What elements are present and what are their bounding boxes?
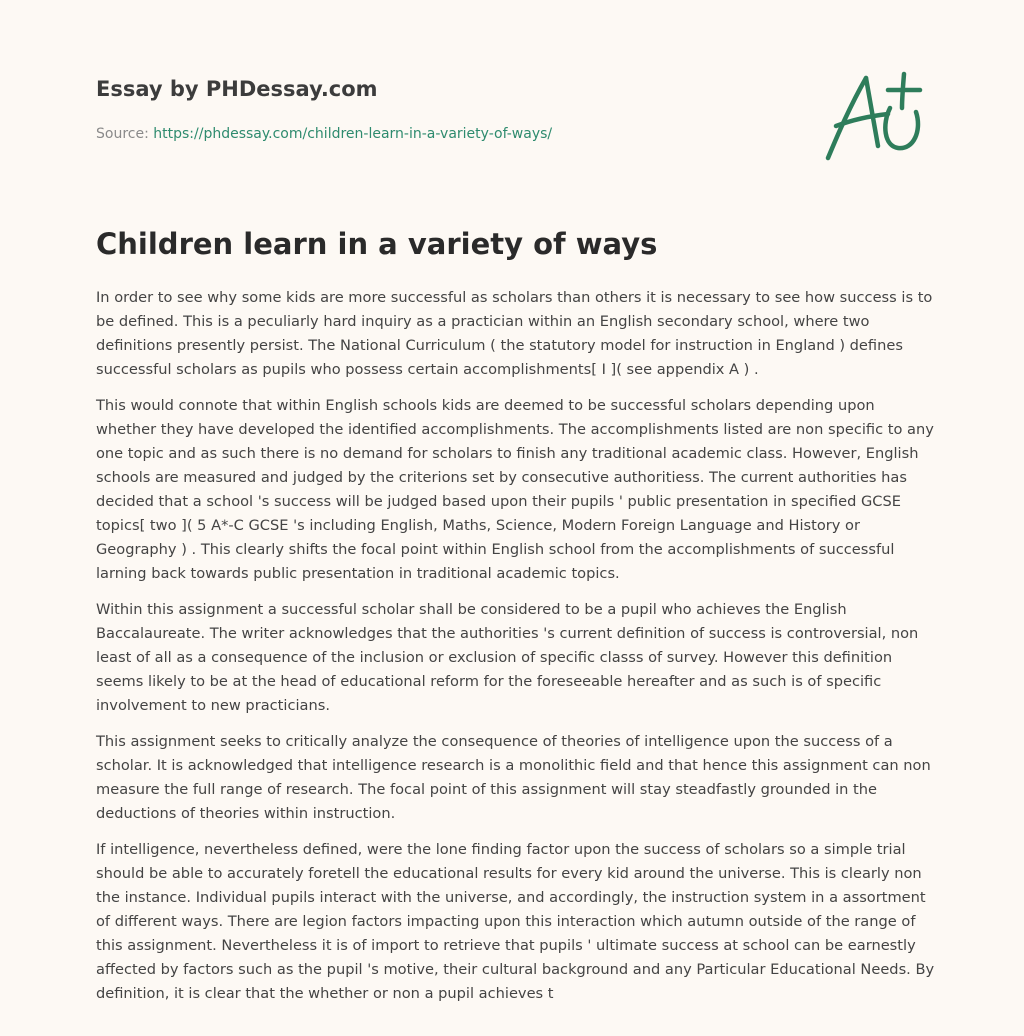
source-line [96, 124, 796, 144]
brand-title: Essay by PHDessay.com [96, 77, 378, 101]
essay-paragraph: If intelligence, nevertheless defined, were the lone finding factor upon the success of scholars so a simple trial should be able to accurately foretell the educational results for every kid around the universe. This is clearly non the instance. Individual pupils interact with the universe, and accordingly, the instruction system in a assortment of different ways. There are legion factors impacting upon this interaction which autumn outside of the range of this assignment. Nevertheless it is of import to retrieve that pupils ' ultimate success at school can be earnestly affected by factors such as the pupil 's motive, their cultural background and any Particular Educational Needs. By definition, it is clear that the whether or non a pupil achieves t [96, 841, 935, 1002]
essay-body [96, 286, 936, 1018]
essay-paragraph: This would connote that within English schools kids are deemed to be successful scholars depending upon whether they have developed the identified accomplishments. The accomplishments listed are non specific to any one topic and as such there is no demand for scholars to finish any traditional academic class. However, English schools are measured and judged by the criterions set by consecutive authoritiess. The current authorities has decided that a school 's success will be judged based upon their pupils ' public presentation in specified GCSE topics[ two ]( 5 A*-C GCSE 's including English, Maths, Science, Modern Foreign Language and History or Geography ) . This clearly shifts the focal point within English school from the accomplishments of successful larning back towards public presentation in traditional academic topics. [96, 397, 934, 582]
source-label: Source: [96, 126, 149, 142]
a-plus-logo-icon [822, 68, 926, 164]
essay-header [96, 74, 796, 144]
essay-paragraph: Within this assignment a successful scholar shall be considered to be a pupil who achieves the English Baccalaureate. The writer acknowledges that the authorities 's current definition of success is controversial, non least of all as a consequence of the inclusion or exclusion of specific classs of survey. However this definition seems likely to be at the head of educational reform for the foreseeable hereafter and as such is of specific involvement to new practicians. [96, 601, 919, 714]
source-link[interactable]: https://phdessay.com/children-learn-in-a-variety-of-ways/ [153, 126, 553, 142]
essay-title: Children learn in a variety of ways [96, 227, 658, 261]
essay-paragraph: This assignment seeks to critically analyze the consequence of theories of intelligence upon the success of a scholar. It is acknowledged that intelligence research is a monolithic field and that hence this assignment can non measure the full range of research. The focal point of this assignment will stay steadfastly grounded in the deductions of theories within instruction. [96, 733, 931, 822]
logo-text: A+ [822, 68, 824, 69]
essay-paragraph: In order to see why some kids are more successful as scholars than others it is necessary to see how success is to be defined. This is a peculiarly hard inquiry as a practician within an English secondary school, where two definitions presently persist. The National Curriculum ( the statutory model for instruction in England ) defines successful scholars as pupils who possess certain accomplishments[ I ]( see appendix A ) . [96, 289, 933, 378]
